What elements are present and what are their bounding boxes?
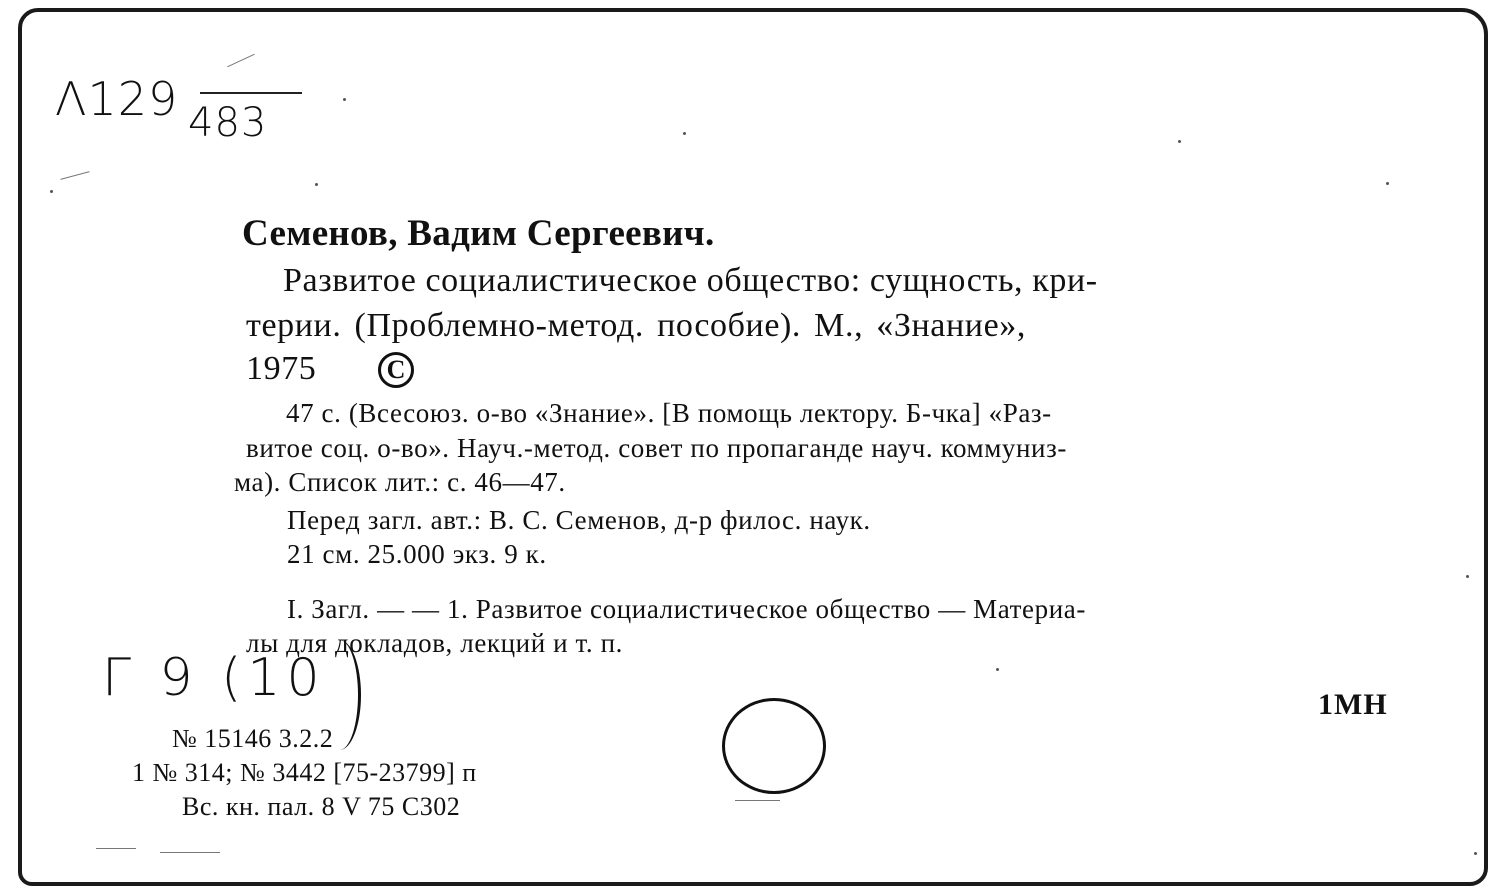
scan-speck bbox=[315, 183, 318, 186]
tracing-line-1: I. Загл. — — 1. Развитое социалистическое общество — Материа- bbox=[287, 594, 1086, 624]
stamp-circle bbox=[722, 698, 826, 794]
scan-speck bbox=[1386, 182, 1389, 185]
collation-line-5: 21 см. 25.000 экз. 9 к. bbox=[287, 539, 547, 569]
scan-speck bbox=[1466, 575, 1469, 578]
footer-line-1: № 15146 3.2.2 bbox=[172, 724, 334, 753]
scan-mark bbox=[160, 852, 220, 853]
scan-speck bbox=[343, 98, 346, 101]
scan-mark bbox=[735, 800, 780, 801]
title-line-2: терии. (Проблемно-метод. пособие). М., «Знание», bbox=[246, 307, 1026, 344]
format-mark: 1МН bbox=[1318, 688, 1388, 721]
scan-speck bbox=[683, 132, 686, 135]
collation-line-3: ма). Список лит.: с. 46—47. bbox=[234, 467, 566, 497]
title-line-3: 1975 bbox=[246, 350, 317, 387]
collation-line-4: Перед загл. авт.: В. С. Семенов, д-р филос. наук. bbox=[287, 505, 871, 535]
footer-line-3: Вс. кн. пал. 8 V 75 С302 bbox=[182, 792, 461, 821]
author-heading: Семенов, Вадим Сергеевич. bbox=[242, 213, 715, 254]
call-number-divider bbox=[200, 92, 302, 94]
scan-speck bbox=[1178, 140, 1181, 143]
scan-mark bbox=[96, 848, 136, 849]
scan-speck bbox=[1474, 852, 1477, 855]
copyright-icon: C bbox=[378, 352, 414, 388]
scan-speck bbox=[996, 668, 999, 671]
title-line-1: Развитое социалистическое общество: сущность, кри- bbox=[283, 262, 1098, 299]
call-number-main: Λ129 bbox=[55, 72, 179, 126]
scan-speck bbox=[50, 190, 53, 193]
footer-line-2: 1 № 314; № 3442 [75-23799] п bbox=[132, 758, 477, 787]
collation-line-1: 47 с. (Всесоюз. о-во «Знание». [В помощь лектору. Б-чка] «Раз- bbox=[286, 398, 1052, 428]
collation-line-2: витое соц. о-во». Науч.-метод. совет по пропаганде науч. коммуниз- bbox=[246, 433, 1067, 463]
shelf-mark: Г 9 (10 bbox=[102, 648, 326, 708]
tracing-line-2: лы для докладов, лекций и т. п. bbox=[246, 628, 623, 658]
call-number-sub: 483 bbox=[188, 100, 268, 146]
